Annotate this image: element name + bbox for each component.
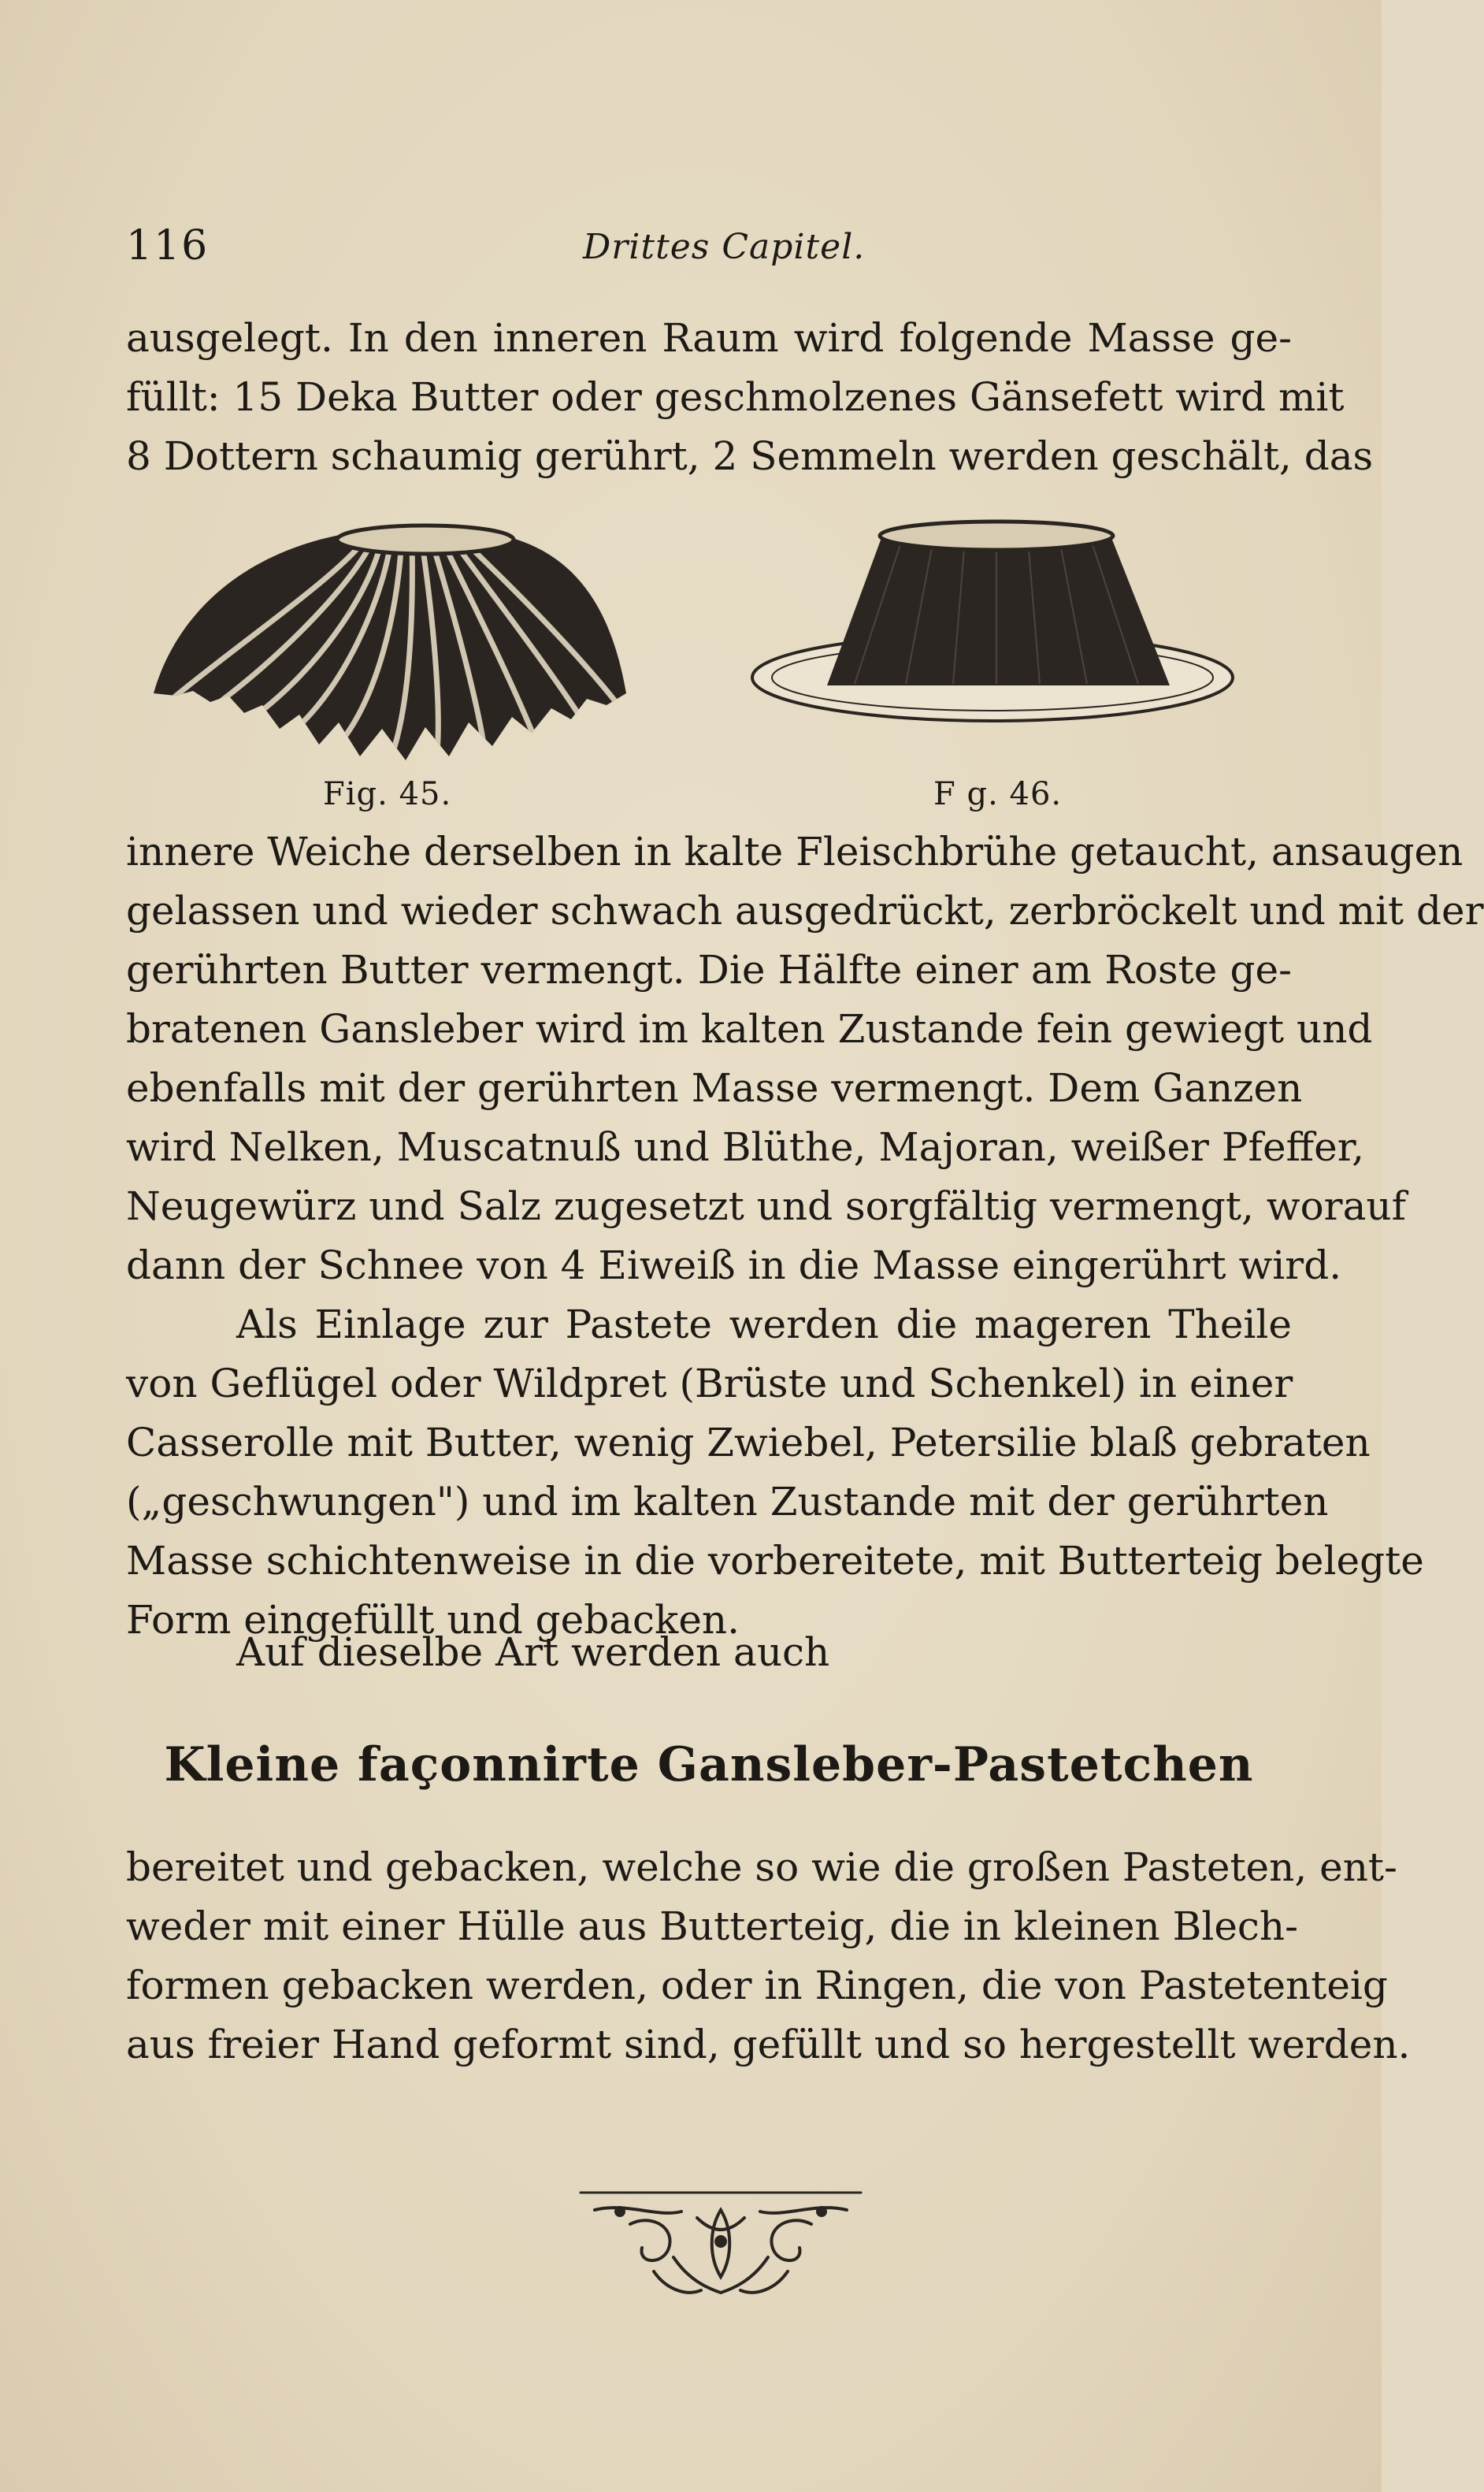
text-line: dann der Schnee von 4 Eiweiß in die Masse eingerührt wird. (126, 1242, 1342, 1288)
paragraph-3 (126, 1623, 1292, 1682)
text-line: gerührten Butter vermengt. Die Hälfte einer am Roste ge- (126, 947, 1292, 993)
ornament-icon (579, 2186, 863, 2301)
section-heading: Kleine façonnirte Gansleber-Pastetchen (164, 1737, 1254, 1792)
text-line: („geschwungen") und im kalten Zustande mit der gerührten (126, 1479, 1329, 1525)
text-line: aus freier Hand geformt sind, gefüllt und so hergestellt werden. (126, 2022, 1411, 2067)
text-line: ausgelegt. In den inneren Raum wird folgende Masse ge- (126, 315, 1292, 361)
text-line: 8 Dottern schaumig gerührt, 2 Semmeln werden geschält, das (126, 433, 1374, 479)
text-line: weder mit einer Hülle aus Butterteig, die in kleinen Blech- (126, 1903, 1299, 1949)
figure-caption-46: F g. 46. (933, 776, 1063, 812)
text-line: bratenen Gansleber wird im kalten Zustande fein gewiegt und (126, 1006, 1373, 1052)
text-line: wird Nelken, Muscatnuß und Blüthe, Majoran, weißer Pfeffer, (126, 1124, 1364, 1170)
text-line: füllt: 15 Deka Butter oder geschmolzenes Gänsefett wird mit (126, 374, 1345, 420)
paragraph-2 (126, 1295, 1424, 1650)
text-line: Casserolle mit Butter, wenig Zwiebel, Petersilie blaß gebraten (126, 1420, 1371, 1465)
text-line: Auf dieselbe Art werden auch (236, 1629, 830, 1675)
page-number: 116 (126, 222, 210, 269)
paragraph-top (126, 309, 1374, 486)
paragraph-4 (126, 1838, 1411, 2074)
text-line: ebenfalls mit der gerührten Masse vermengt. Dem Ganzen (126, 1065, 1303, 1111)
plain-mold-illustration (744, 504, 1241, 741)
figure-caption-45: Fig. 45. (323, 776, 452, 812)
text-line: gelassen und wieder schwach ausgedrückt, zerbröckelt und mit der (126, 888, 1484, 934)
fluted-mold-illustration (146, 516, 634, 776)
text-line: Masse schichtenweise in die vorbereitete, mit Butterteig belegte (126, 1538, 1424, 1584)
text-line: Als Einlage zur Pastete werden die mageren Theile (236, 1302, 1292, 1347)
text-line: innere Weiche derselben in kalte Fleischbrühe getaucht, ansaugen (126, 829, 1464, 875)
text-line: formen gebacken werden, oder in Ringen, die von Pastetenteig (126, 1963, 1388, 2008)
running-head: Drittes Capitel. (583, 227, 866, 267)
text-line: von Geflügel oder Wildpret (Brüste und Schenkel) in einer (126, 1361, 1293, 1406)
page-header (126, 222, 1292, 277)
text-line: Neugewürz und Salz zugesetzt und sorgfältig vermengt, worauf (126, 1183, 1407, 1229)
paragraph-1 (126, 823, 1484, 1295)
text-line: bereitet und gebacken, welche so wie die großen Pasteten, ent- (126, 1844, 1397, 1890)
text-line: Form eingefüllt und gebacken. (126, 1597, 740, 1643)
